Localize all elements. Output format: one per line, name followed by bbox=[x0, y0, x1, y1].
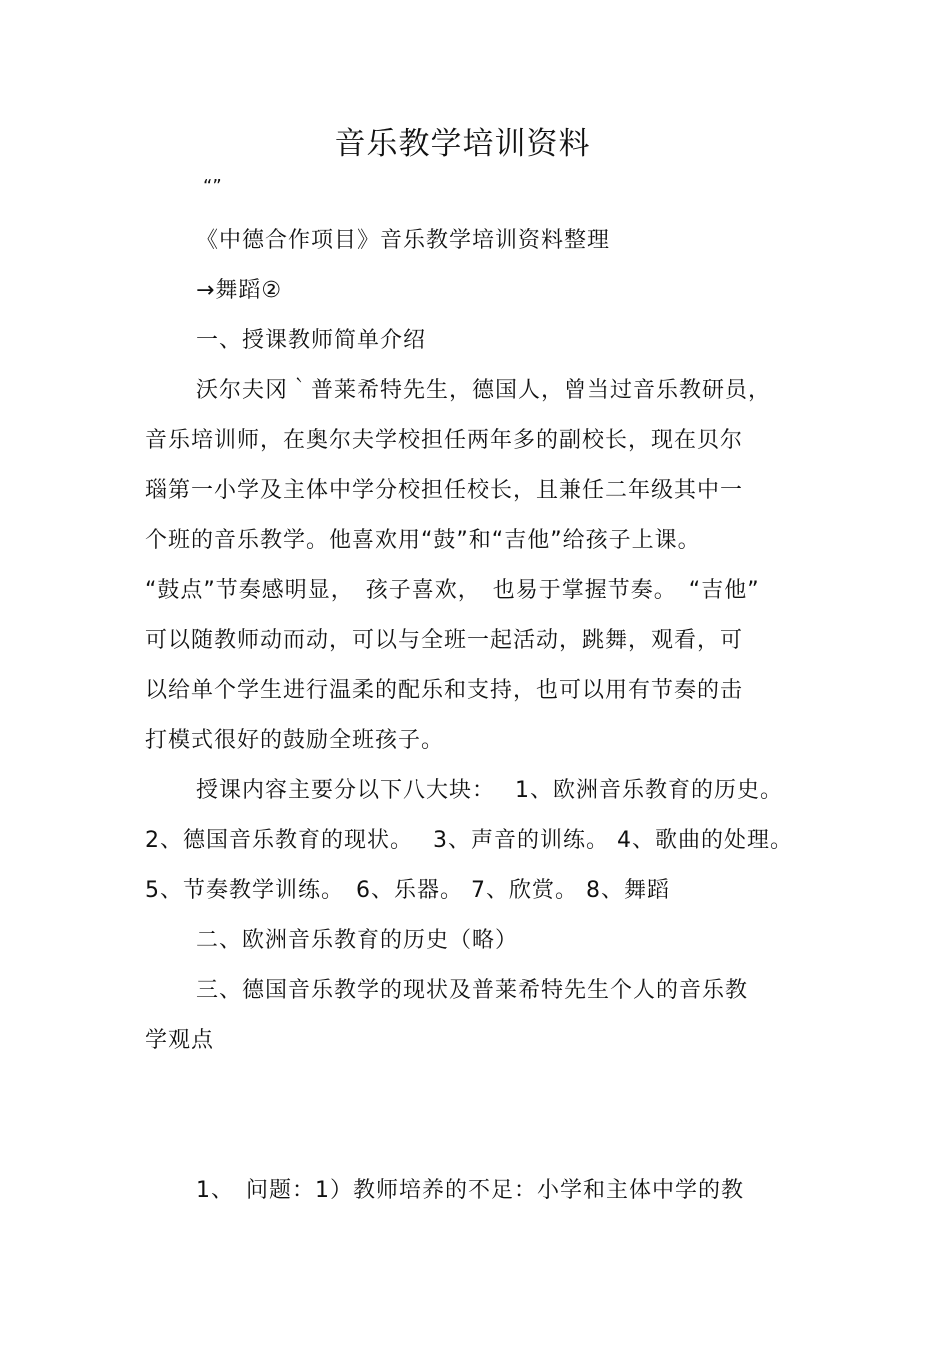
paragraph-line: 2、德国音乐教育的现状。 3、声音的训练。 4、歌曲的处理。 bbox=[145, 828, 793, 853]
paragraph-line: 5、节奏教学训练。 6、乐器。 7、欣赏。 8、舞蹈 bbox=[145, 878, 670, 903]
paragraph-line: 打模式很好的鼓励全班孩子。 bbox=[145, 728, 445, 753]
paragraph-line: “鼓点”节奏感明显， 孩子喜欢， 也易于掌握节奏。 “吉他” bbox=[145, 578, 760, 603]
paragraph-line: 沃尔夫冈｀普莱希特先生，德国人，曾当过音乐教研员， bbox=[196, 378, 772, 403]
section-heading: 二、欧洲音乐教育的历史（略） bbox=[196, 928, 519, 953]
paragraph-line: 1、 问题：1）教师培养的不足：小学和主体中学的教 bbox=[196, 1178, 744, 1203]
paragraph-line: 个班的音乐教学。他喜欢用“鼓”和“吉他”给孩子上课。 bbox=[145, 528, 701, 553]
section-heading: 三、德国音乐教学的现状及普莱希特先生个人的音乐教 bbox=[196, 978, 749, 1003]
quote-marks: “” bbox=[203, 176, 222, 197]
document-title: 音乐教学培训资料 bbox=[334, 126, 591, 162]
section-heading: 一、授课教师简单介绍 bbox=[196, 328, 427, 353]
paragraph-line: 可以随教师动而动，可以与全班一起活动，跳舞，观看，可 bbox=[145, 628, 744, 653]
paragraph-line: 瑙第一小学及主体中学分校担任校长，且兼任二年级其中一 bbox=[145, 478, 744, 503]
paragraph-line: 以给单个学生进行温柔的配乐和支持，也可以用有节奏的击 bbox=[145, 678, 744, 703]
paragraph-line: 授课内容主要分以下八大块： 1、欧洲音乐教育的历史。 bbox=[196, 778, 783, 803]
paragraph-line: 音乐培训师，在奥尔夫学校担任两年多的副校长，现在贝尔 bbox=[145, 428, 744, 453]
section-heading: 学观点 bbox=[145, 1028, 215, 1053]
text-line: →舞蹈② bbox=[196, 278, 283, 303]
subtitle-line: 《中德合作项目》音乐教学培训资料整理 bbox=[196, 228, 611, 253]
